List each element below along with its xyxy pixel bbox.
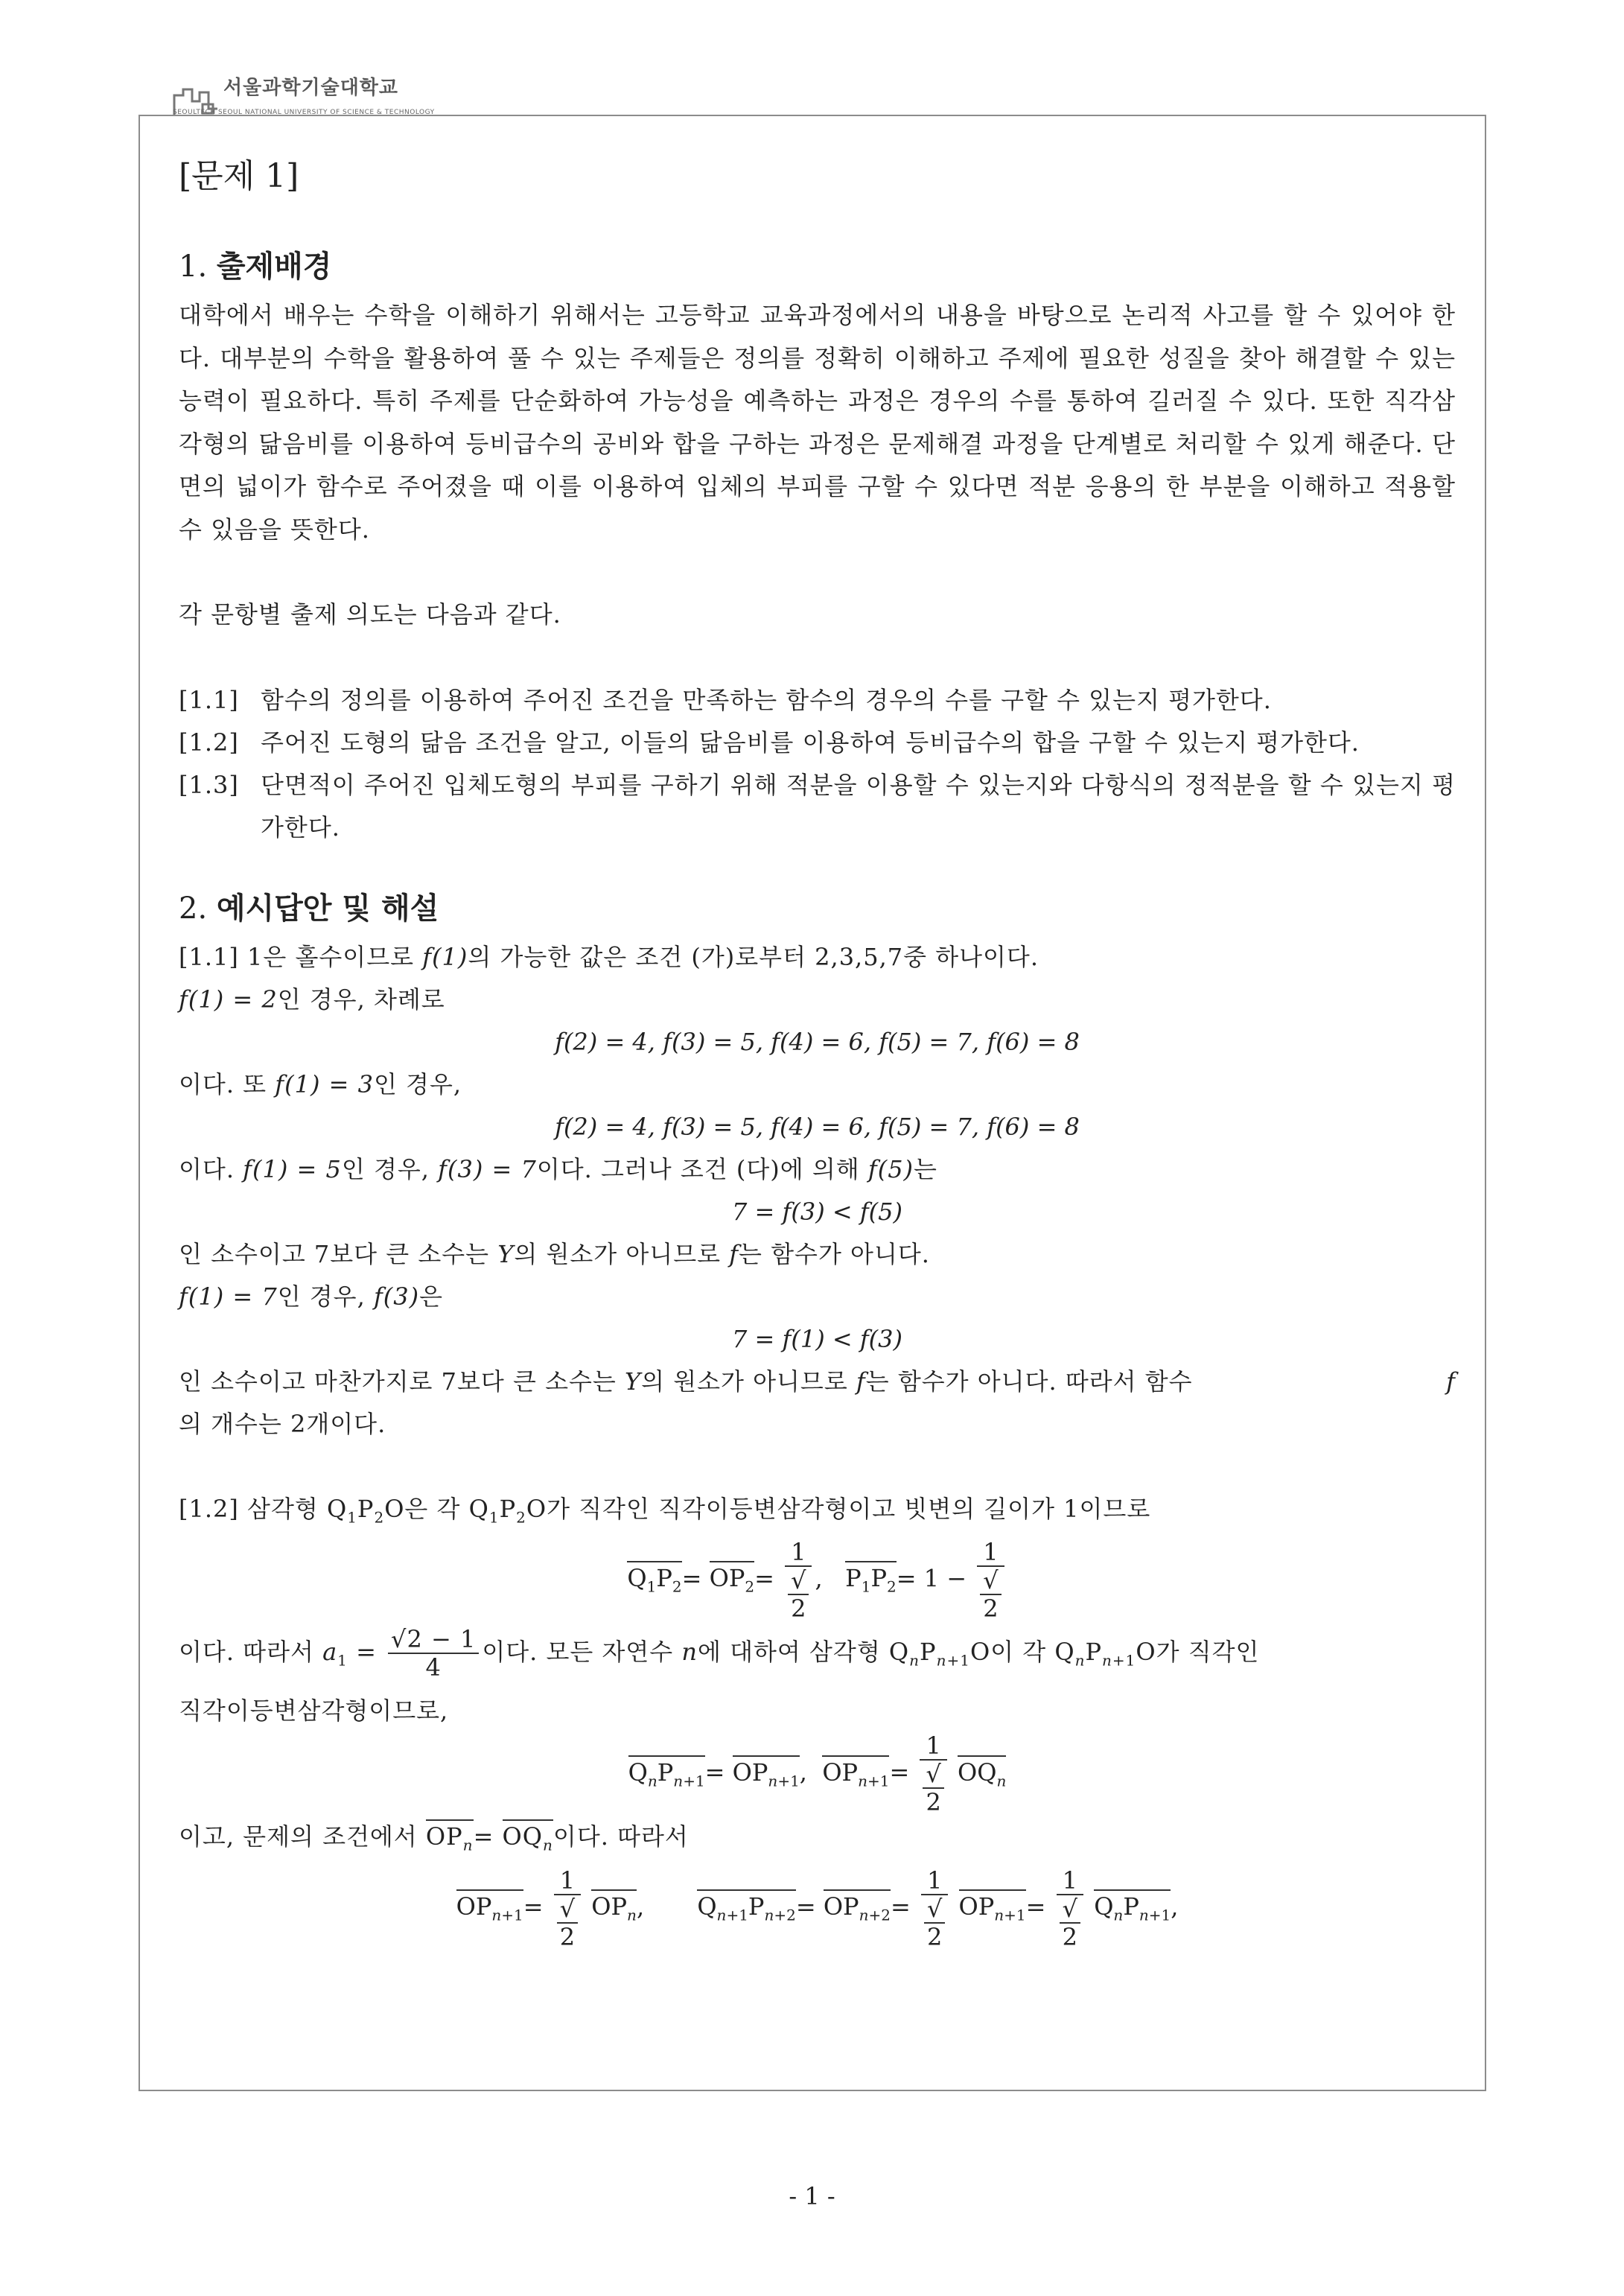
- sqrt-value: 2: [923, 1787, 943, 1816]
- equation: [179, 1191, 1456, 1233]
- answer-text: 인 경우, 차례로: [277, 985, 445, 1014]
- intent-item-text: 함수의 정의를 이용하여 주어진 조건을 만족하는 함수의 경우의 수를 구할 수 있는지 평가한다.: [261, 685, 1272, 714]
- sqrt-sign: √: [559, 1894, 576, 1923]
- sqrt-sign: √: [926, 1760, 941, 1789]
- section-2-heading: [179, 885, 1456, 927]
- fraction: [1057, 1867, 1083, 1950]
- math-expr: n: [681, 1637, 698, 1666]
- logo-korean-name: 서울과학기술대학교: [223, 77, 399, 99]
- sqrt-value: 2: [788, 1594, 809, 1622]
- fraction: $\frac{√2 - 1}{4}$: [388, 1626, 479, 1681]
- math-expr: f: [1446, 1367, 1456, 1396]
- answer-line: 이고, 문제의 조건에서 $OP_n= OQ_n$이다. 따라서: [179, 1816, 1456, 1866]
- answer-text: 은 각: [404, 1494, 461, 1523]
- fraction-numerator: 1: [926, 1731, 941, 1761]
- answer-line: [179, 1276, 1456, 1318]
- answer-line: [179, 1361, 1456, 1403]
- university-logo: [173, 71, 435, 116]
- equation: $Q_1P_2= OP_2=$ 1 √ 2 , $P_1P_2= 1$ − 1 √ 2: [179, 1539, 1456, 1622]
- intent-item-text: 주어진 도형의 닮음 조건을 알고, 이들의 닮음비를 이용하여 등비급수의 합을 구할 수 있는지 평가한다.: [261, 728, 1360, 757]
- equation-text: f(2) = 4, f(3) = 5, f(4) = 6, f(5) = 7, f(6) = 8: [555, 1027, 1080, 1056]
- fraction-numerator: √2 − 1: [391, 1625, 477, 1654]
- math-expr: f(1): [422, 942, 468, 971]
- fraction-numerator: 1: [926, 1866, 943, 1895]
- equation: [179, 1021, 1456, 1063]
- math-expr: f(1) = 5: [243, 1154, 342, 1183]
- sqrt-value: 2: [557, 1922, 578, 1950]
- fraction-numerator: 1: [983, 1537, 999, 1566]
- sqrt-value: 2: [924, 1922, 945, 1950]
- background-paragraph: 대학에서 배우는 수학을 이해하기 위해서는 고등학교 교육과정에서의 내용을 바탕으로 논리적 사고를 할 수 있어야 한다. 대부분의 수학을 활용하여 풀 수 있는 주제들은 정의를 정확히 이해하고 주제에 필요한 성질을 찾아 해결할 수 있는 능력이 필요하다. 특히 주제를 단순화하여 가능성을 예측하는 과정은 경우의 수를 통하여 길러질 수 있다. 또한 직각삼각형의 닮음비를 이용하여 등비급수의 공비와 합을 구하는 과정은 문제해결 과정을 단계별로 처리할 수 있게 해준다. 단면의 넓이가 함수로 주어졌을 때 이를 이용하여 입체의 부피를 구할 수 있다면 적분 응용의 한 부분을 이해하고 적용할 수 있음을 뜻한다.: [179, 301, 1456, 544]
- answer-text: 인 경우,: [277, 1282, 366, 1311]
- answer-text: 의 원소가 아니므로: [641, 1367, 848, 1396]
- answer-text: 이다. 그러나 조건 (다)에 의해: [536, 1154, 860, 1183]
- intent-item: [179, 764, 1456, 849]
- section-1-heading: [179, 243, 1456, 285]
- answer-text: 의 가능한 값은 조건 (가)로부터 2,3,5,7중 하나이다.: [468, 942, 1039, 971]
- answer-line: 직각이등변삼각형이므로,: [179, 1696, 449, 1726]
- equation: [179, 1106, 1456, 1148]
- math-expr: f(1) = 2: [179, 985, 278, 1014]
- sqrt-value: 2: [1060, 1922, 1080, 1950]
- math-expr: f(1) = 3: [275, 1069, 374, 1098]
- answer-text: 이다. 따라서: [179, 1637, 314, 1666]
- answer-text: 의 원소가 아니므로: [514, 1239, 722, 1268]
- equation-text: 7 = f(1) < f(3): [731, 1324, 902, 1353]
- answer-text: 이다. 따라서: [553, 1822, 689, 1851]
- answer-text: 는: [914, 1154, 937, 1183]
- answer-text: [1.2] 삼각형: [179, 1494, 319, 1523]
- math-expr: f: [856, 1367, 866, 1396]
- answer-text: 인 소수이고 마찬가지로 7보다 큰 소수는: [179, 1367, 617, 1396]
- section-1-number: 1.: [179, 249, 208, 284]
- intent-item-number: [1.3]: [179, 770, 239, 799]
- answer-text: 이 각: [990, 1637, 1047, 1666]
- equation-text: 7 = f(3) < f(5): [731, 1197, 902, 1226]
- equation: $Q_nP_{n+1}= OP_{n+1}$, $OP_{n+1}=$ 1 √ 2 $OQ_n$: [628, 1731, 1007, 1817]
- math-expr: f(5): [867, 1154, 914, 1183]
- answer-text: 는 함수가 아니다. 따라서 함수: [865, 1367, 1193, 1396]
- answer-line: [179, 1063, 1456, 1106]
- answer-text: 인 소수이고 7보다 큰 소수는: [179, 1239, 490, 1268]
- answer-line: [179, 1233, 1456, 1276]
- answer-text: 가 직각인 직각이등변삼각형이고 빗변의 길이가 1이므로: [547, 1494, 1151, 1523]
- section-2-number: 2.: [179, 891, 208, 926]
- fraction: [977, 1539, 1004, 1622]
- intent-item-number: [1.1]: [179, 685, 239, 714]
- math-expr: f(3): [373, 1282, 420, 1311]
- math-expr: f(1) = 7: [179, 1282, 278, 1311]
- page-content: [179, 149, 1456, 1950]
- answer-text: 인 경우,: [341, 1154, 430, 1183]
- math-expr: Y: [624, 1367, 642, 1396]
- sqrt-value: 2: [980, 1594, 1001, 1622]
- answer-line: [1.2] 삼각형 $Q_1P_2O$은 각 $Q_1P_2O$가 직각인 직각이등변삼각형이고 빗변의 길이가 1이므로: [179, 1494, 1151, 1526]
- page-number: - 1 -: [789, 2182, 835, 2210]
- answer-line: [179, 936, 1456, 979]
- fraction-numerator: 1: [1062, 1866, 1077, 1895]
- intent-item: [179, 722, 1456, 764]
- fraction-numerator: 1: [791, 1537, 806, 1566]
- equation: $OP_{n+1}=$ 1 √ 2 $OP_n$, $Q_{n+1}P_{n+2}= OP_{n+2}=$ 1 √ 2 $OP_{n+1}=$ 1 √ 2 $Q_nP_{n+1}$,: [456, 1866, 1179, 1951]
- answer-text: 이고, 문제의 조건에서: [179, 1822, 418, 1851]
- math-expr: f(3) = 7: [438, 1154, 537, 1183]
- fraction: [785, 1539, 812, 1622]
- logo-english-name: SEOULTECH SEOUL NATIONAL UNIVERSITY OF SCIENCE & TECHNOLOGY: [173, 109, 435, 116]
- answer-text: 은: [419, 1282, 444, 1311]
- answer-text: [1.1] 1은 홀수이므로: [179, 942, 415, 971]
- answer-text: 에 대하여 삼각형: [698, 1637, 881, 1666]
- fraction: [920, 1732, 946, 1816]
- math-expr: Y: [497, 1239, 515, 1268]
- sqrt-sign: √: [983, 1565, 999, 1594]
- answer-text: 이다. 모든 자연수: [482, 1637, 674, 1666]
- sqrt-sign: √: [1062, 1894, 1078, 1923]
- answer-text: 가 직각인: [1156, 1637, 1260, 1666]
- equation-text: f(2) = 4, f(3) = 5, f(4) = 6, f(5) = 7, f(6) = 8: [555, 1112, 1080, 1141]
- equation: [179, 1318, 1456, 1361]
- math-expr: a: [322, 1637, 338, 1666]
- fraction-numerator: 1: [559, 1866, 576, 1895]
- problem-title: [문제 1]: [179, 157, 299, 195]
- intent-item-text: 단면적이 주어진 입체도형의 부피를 구하기 위해 적분을 이용할 수 있는지와 다항식의 정적분을 할 수 있는지 평가한다.: [261, 770, 1456, 842]
- answer-line: [179, 979, 1456, 1021]
- intent-item-number: [1.2]: [179, 728, 239, 757]
- answer-line: 이다. 따라서 $a_1$ = $\frac{√2 - 1}{4}$ 이다. 모든 자연수 n에 대하여 삼각형 $Q_nP_{n+1}O$이 각 $Q_nP_{n+1}O$가 직각인: [179, 1625, 1260, 1682]
- sqrt-sign: √: [926, 1894, 943, 1923]
- answer-text: 이다.: [179, 1154, 235, 1183]
- answer-text: 인 경우,: [373, 1069, 462, 1098]
- intent-intro: 각 문항별 출제 의도는 다음과 같다.: [179, 600, 561, 629]
- answer-text: 는 함수가 아니다.: [739, 1239, 930, 1268]
- fraction: [554, 1867, 581, 1950]
- section-1-title: 출제배경: [216, 249, 332, 284]
- intent-item: [179, 679, 1456, 722]
- section-2-title: 예시답안 및 해설: [216, 891, 439, 926]
- math-expr: = 1 −: [896, 1564, 967, 1593]
- fraction: [921, 1867, 948, 1950]
- answer-text: 이다. 또: [179, 1069, 267, 1098]
- math-expr: f: [729, 1239, 739, 1268]
- sqrt-sign: √: [791, 1565, 806, 1594]
- answer-line: [179, 1148, 1456, 1191]
- answer-line: 의 개수는 2개이다.: [179, 1409, 386, 1438]
